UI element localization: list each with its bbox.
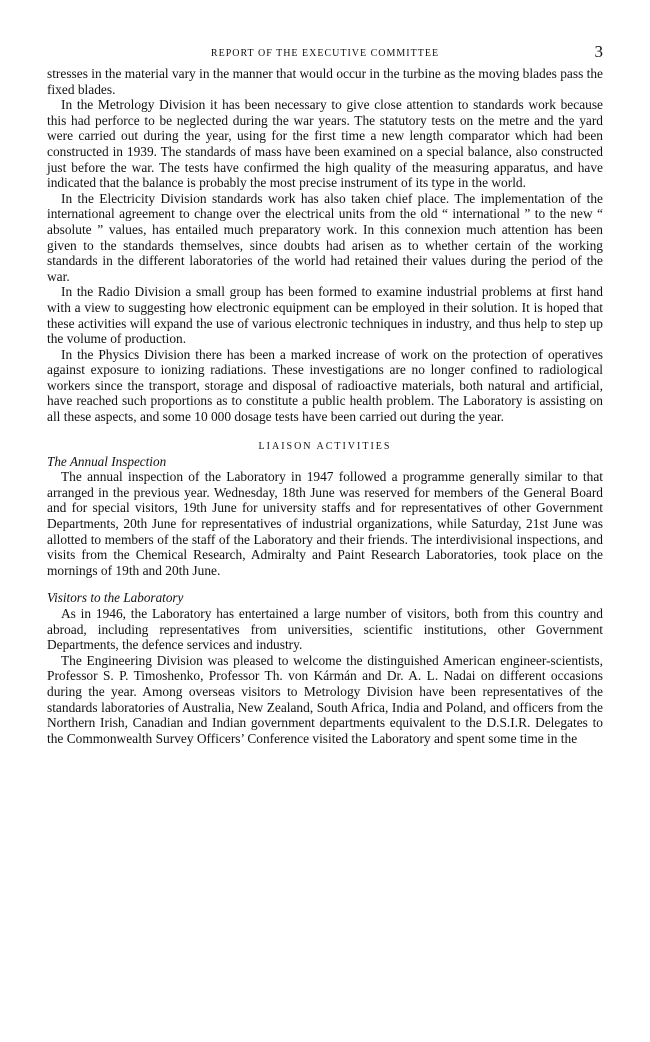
paragraph-visitors-1: As in 1946, the Laboratory has entertained a large number of visitors, both from this country and abroad, including representatives from universities, scientific institutions, other Government Departments, the defence services and industry. [47, 606, 603, 653]
running-title: REPORT OF THE EXECUTIVE COMMITTEE [210, 48, 440, 59]
body-text-top [47, 66, 603, 425]
paragraph-radio: In the Radio Division a small group has been formed to examine industrial problems at first hand with a view to suggesting how electronic equipment can be employed in their solution. It is hoped that these activities will expand the use of various electronic techniques in industry, and thus help to step up the volume of production. [47, 284, 603, 347]
document-page [47, 42, 603, 746]
section-heading-liaison: LIAISON ACTIVITIES [258, 440, 392, 452]
subheading-visitors: Visitors to the Laboratory [47, 590, 184, 606]
page-number: 3 [594, 42, 603, 61]
paragraph-physics: In the Physics Division there has been a marked increase of work on the protection of operatives against exposure to ionizing radiations. These investigations are no longer confined to radiological workers since the transport, storage and disposal of radioactive materials, both natural and artificial, have reached such proportions as to constitute a public health problem. The Laboratory is assisting on all these aspects, and some 10 000 dosage tests have been carried out during the year. [47, 346, 603, 425]
paragraph-visitors-2: The Engineering Division was pleased to welcome the distinguished American engineer-scientists, Professor S. P. Timoshenko, Professor Th. von Kármán and Dr. A. L. Nadai on different occasions during the year. Among overseas visitors to Metrology Division have been representatives of the standards laboratories of Australia, New Zealand, South Africa, India and Poland, and officers from the Northern Irish, Canadian and Indian government departments equivalent to the D.S.I.R. Delegates to the Commonwealth Survey Officers’ Conference visited the Laboratory and spent some time in the [47, 652, 603, 746]
paragraph-metrology: In the Metrology Division it has been necessary to give close attention to standards work because this had perforce to be neglected during the war years. The statutory tests on the metre and the yard were carried out during the year, using for the first time a new length comparator which had been constructed in 1939. The standards of mass have been examined on a special balance, also constructed just before the war. The tests have confirmed the high quality of the measuring apparatus, and have indicated that the balance is probably the most precise instrument of its type in the world. [47, 97, 603, 191]
paragraph-continuation: stresses in the material vary in the manner that would occur in the turbine as the moving blades pass the fixed blades. [47, 66, 603, 97]
running-header [47, 42, 603, 66]
paragraph-electricity: In the Electricity Division standards work has also taken chief place. The implementation of the international agreement to change over the electrical units from the old “ international ” to the new “ absolute ” values, has entailed much preparatory work. In this connexion much attention has been given to the standards themselves, since doubts had arisen as to whether certain of the working standards in the different laboratories of the world had retained their values during the period of the war. [47, 190, 603, 284]
subheading-annual-inspection: The Annual Inspection [47, 453, 167, 469]
paragraph-annual-inspection: The annual inspection of the Laboratory in 1947 followed a programme generally similar to that arranged in the previous year. Wednesday, 18th June was reserved for members of the General Board and for special visitors, 19th June for university staffs and for representatives of other Government Departments, 20th June for representatives of industrial organizations, while Saturday, 21st June was allotted to members of the staff of the Laboratory and their friends. The interdivisional inspections, and visits from the Chemical Research, Admiralty and Paint Research Laboratories, took place on the mornings of 19th and 20th June. [47, 469, 603, 578]
